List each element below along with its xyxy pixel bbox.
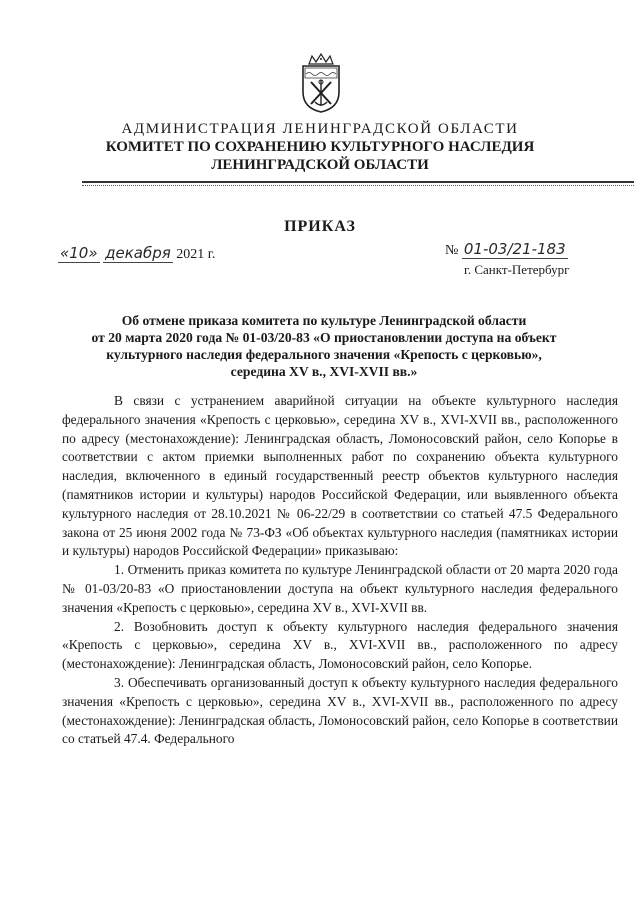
header-divider-dotted [82,185,634,186]
organization-line-3: ЛЕНИНГРАДСКОЙ ОБЛАСТИ [211,157,429,173]
date-day: «10» [60,244,98,262]
subject-line-4: середина XV в., XVI-XVII вв.» [230,364,418,379]
order-item-1: 1. Отменить приказ комитета по культуре Ленинградской области от 20 марта 2020 года № 01-03/20-83 «О приостановлении доступа на объект культурного наследия федерального значения «Крепость с церковью», середина XV в., XVI-XVII вв. [62,562,618,615]
date-month: декабря [105,244,171,262]
organization-line-2: КОМИТЕТ ПО СОХРАНЕНИЮ КУЛЬТУРНОГО НАСЛЕДИЯ [105,139,535,155]
document-subject [70,312,578,380]
number-prefix: № [445,243,459,258]
coat-of-arms-icon [299,52,343,114]
body-intro: В связи с устранением аварийной ситуации на объекте культурного наследия федерального значения «Крепость с церковью», середина XV в., XVI-XVII вв., расположенного по адресу (местонахождение): Ленинградская область, Ломоносовский район, село Копорье в соответствии с актом приемки выполненных работ по сохранению объекта культурного наследия, включенного в единый государственный реестр объектов культурного наследия (памятников истории и культуры) народов Российской Федерации, или выявленного объекта культурного наследия от 28.10.2021 № 06-22/29 в соответствии со статьей 47.5 Федерального закона от 25 июня 2002 года № 73-ФЗ «Об объектах культурного наследия (памятниках истории и культуры) народов Российской Федерации» приказываю: [62,393,618,559]
date-year: 2021 г. [176,247,216,262]
header-divider [82,181,634,183]
document-number [445,240,568,259]
document-body [62,392,618,749]
subject-line-1: Об отмене приказа комитета по культуре Ленинградской области [121,313,527,328]
document-date [58,244,215,263]
organization-line-1: АДМИНИСТРАЦИЯ ЛЕНИНГРАДСКОЙ ОБЛАСТИ [121,121,519,137]
order-item-2: 2. Возобновить доступ к объекту культурного наследия федерального значения «Крепость с церковью», середина XV в., XVI-XVII вв., расположенного по адресу (местонахождение): Ленинградская область, Ломоносовский район, село Копорье. [62,618,618,672]
subject-line-3: культурного наследия федерального значения «Крепость с церковью», [106,347,542,362]
subject-line-2: от 20 марта 2020 года № 01-03/20-83 «О приостановлении доступа на объект [91,330,557,345]
document-city: г. Санкт-Петербург [464,262,570,277]
order-item-3: 3. Обеспечивать организованный доступ к объекту культурного наследия федерального значения «Крепость с церковью», середина XV в., XVI-XVII вв., расположенного по адресу (местонахождение): Ленинградская область, Ломоносовский район, село Копорье в соответствии со статьей 47.4. Федерального [62,674,618,747]
number-value: 01-03/21-183 [463,240,566,258]
document-title: ПРИКАЗ [284,218,356,235]
